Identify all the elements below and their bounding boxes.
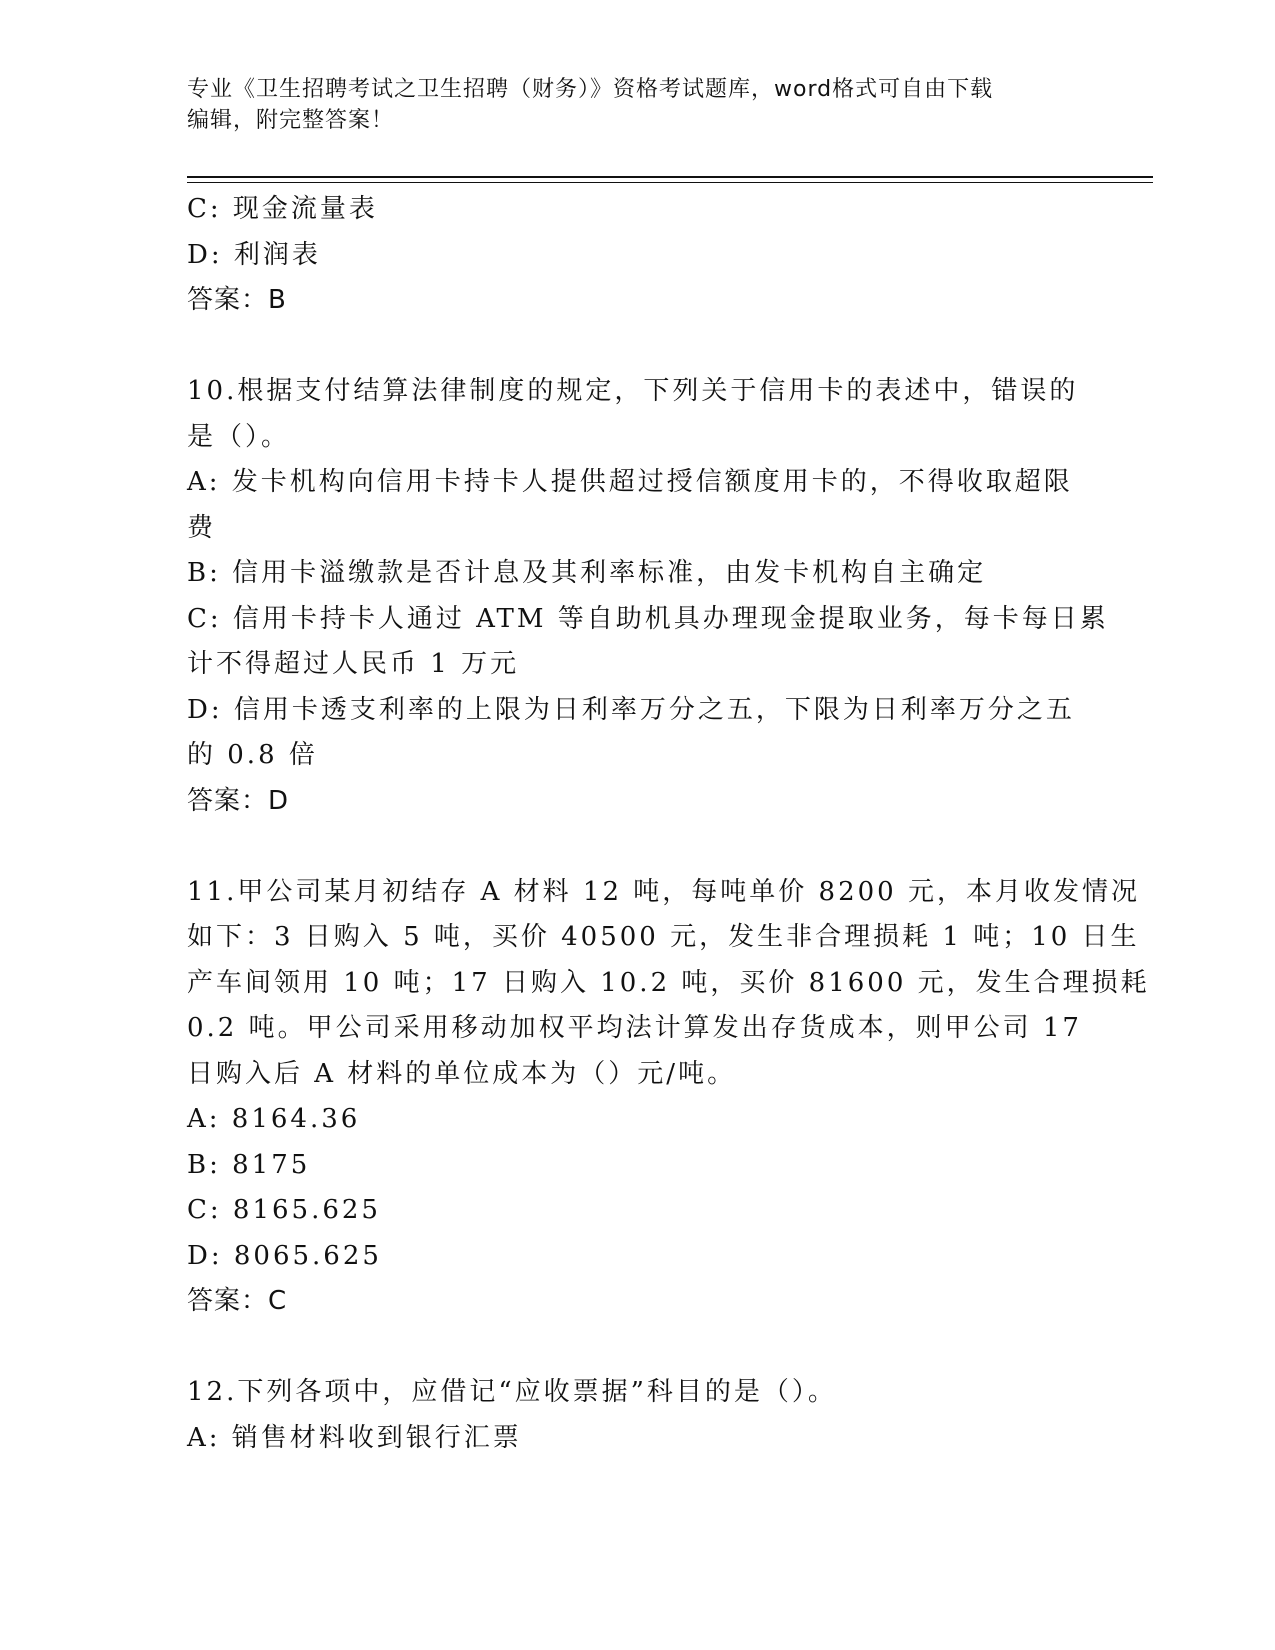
option-a-cont: 费 xyxy=(187,512,217,543)
option-c-cont: 计不得超过人民币 1 万元 xyxy=(187,649,520,679)
question-11 xyxy=(187,870,1150,1325)
question-stem-cont: 日购入后 A 材料的单位成本为（）元/吨。 xyxy=(187,1058,737,1089)
option-c: C: 信用卡持卡人通过 ATM 等自助机具办理现金提取业务，每卡每日累 xyxy=(187,603,1109,634)
header-line-1: 专业《卫生招聘考试之卫生招聘（财务）》资格考试题库，word格式可自由下载 xyxy=(187,77,994,102)
answer-label: 答案：C xyxy=(187,1286,288,1316)
option-c: C: 8165.625 xyxy=(187,1195,381,1225)
question-stem: 12.下列各项中，应借记“应收票据”科目的是（）。 xyxy=(187,1377,837,1407)
question-stem-cont: 0.2 吨。甲公司采用移动加权平均法计算发出存货成本，则甲公司 17 xyxy=(187,1013,1082,1043)
spacer xyxy=(187,1325,1067,1371)
option-a: A: 发卡机构向信用卡持卡人提供超过授信额度用卡的，不得收取超限 xyxy=(187,467,1073,497)
option-b: B: 8175 xyxy=(187,1149,311,1180)
header-divider-thick xyxy=(187,176,1153,178)
option-a: A: 8164.36 xyxy=(187,1104,361,1134)
question-10 xyxy=(187,369,1109,824)
answer-label: 答案：D xyxy=(187,785,290,816)
question-list xyxy=(187,187,1150,1461)
option-c: C: 现金流量表 xyxy=(187,194,378,224)
spacer xyxy=(187,324,1067,370)
answer-label: 答案：B xyxy=(187,285,287,315)
header-line-2: 编辑，附完整答案！ xyxy=(187,108,395,133)
option-d: D: 信用卡透支利率的上限为日利率万分之五，下限为日利率万分之五 xyxy=(187,694,1075,725)
option-d: D: 利润表 xyxy=(187,239,321,270)
option-b: B: 信用卡溢缴款是否计息及其利率标准，由发卡机构自主确定 xyxy=(187,558,987,588)
option-d: D: 8065.625 xyxy=(187,1240,382,1271)
question-stem-cont: 是（）。 xyxy=(187,421,291,452)
question-stem-cont: 产车间领用 10 吨；17 日购入 10.2 吨，买价 81600 元，发生合理损耗 xyxy=(187,967,1150,998)
question-12 xyxy=(187,1370,1067,1461)
question-stem-cont: 如下：3 日购入 5 吨，买价 40500 元，发生非合理损耗 1 吨；10 日生 xyxy=(187,922,1140,952)
question-stem: 11.甲公司某月初结存 A 材料 12 吨，每吨单价 8200 元，本月收发情况 xyxy=(187,876,1140,907)
option-d-cont: 的 0.8 倍 xyxy=(187,740,318,770)
question-stem: 10.根据支付结算法律制度的规定，下列关于信用卡的表述中，错误的 xyxy=(187,376,1079,406)
option-a: A: 销售材料收到银行汇票 xyxy=(187,1422,522,1453)
question-9-tail xyxy=(187,187,1067,324)
header-divider-thin xyxy=(187,182,1153,183)
spacer xyxy=(187,824,1067,870)
document-header xyxy=(187,74,1067,136)
